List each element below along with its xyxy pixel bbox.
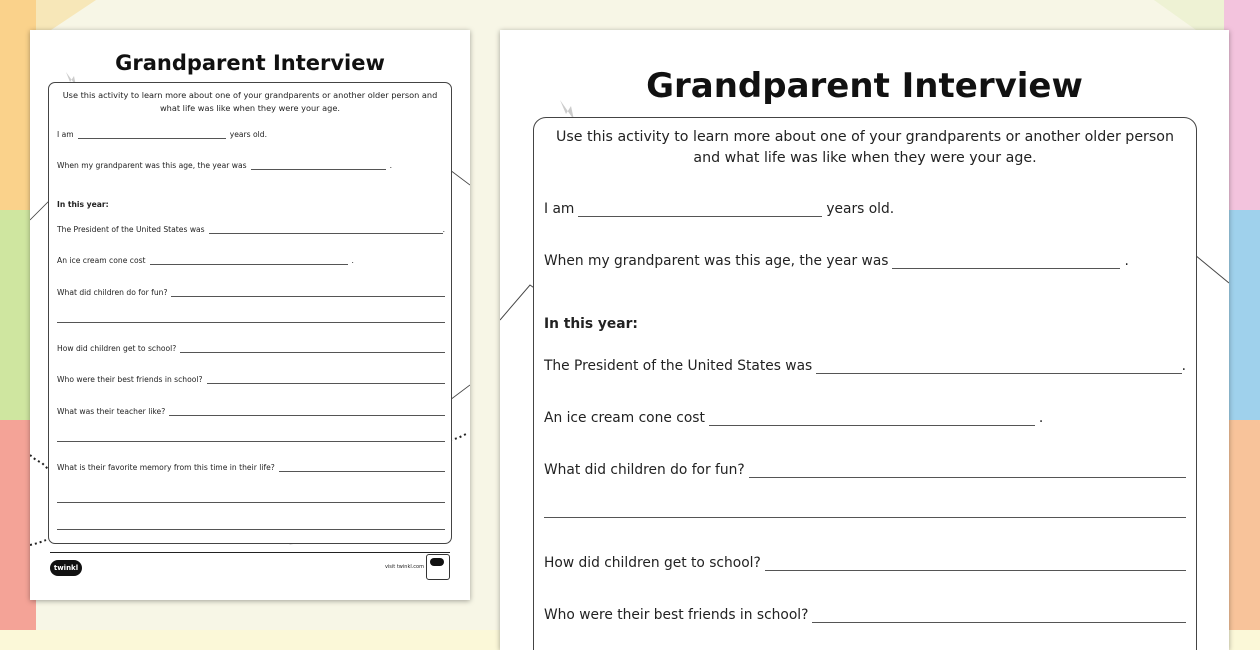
school-prompt: How did children get to school? bbox=[544, 555, 761, 571]
memory-question bbox=[57, 463, 445, 472]
footer-divider bbox=[50, 552, 450, 553]
worksheet-large bbox=[500, 30, 1229, 650]
year-prompt: When my grandparent was this age, the year was bbox=[544, 253, 889, 269]
answer-line[interactable] bbox=[812, 610, 1186, 623]
age-suffix: years old. bbox=[229, 130, 268, 139]
answer-line[interactable] bbox=[180, 345, 445, 353]
age-prefix: I am bbox=[57, 130, 74, 139]
answer-line[interactable] bbox=[816, 361, 1181, 374]
answer-line[interactable] bbox=[765, 558, 1186, 571]
answer-line[interactable] bbox=[279, 464, 445, 472]
punctuation: . bbox=[1124, 253, 1129, 269]
fun-question bbox=[544, 462, 1186, 478]
badge-icon bbox=[426, 554, 450, 580]
answer-line[interactable] bbox=[709, 413, 1035, 426]
punctuation: . bbox=[389, 161, 393, 170]
teacher-prompt: What was their teacher like? bbox=[57, 407, 166, 416]
answer-line[interactable] bbox=[57, 529, 445, 530]
fun-question bbox=[57, 288, 445, 297]
school-question bbox=[544, 555, 1186, 571]
background-strip-blue bbox=[1224, 210, 1260, 420]
memory-prompt: What is their favorite memory from this time in their life? bbox=[57, 463, 275, 472]
section-heading bbox=[57, 200, 445, 209]
answer-line[interactable] bbox=[892, 256, 1120, 269]
school-prompt: How did children get to school? bbox=[57, 344, 177, 353]
background-strip-pink bbox=[1224, 0, 1260, 210]
punctuation: . bbox=[442, 225, 445, 234]
section-heading bbox=[544, 316, 1186, 332]
fun-prompt: What did children do for fun? bbox=[544, 462, 745, 478]
icecream-prompt: An ice cream cone cost bbox=[544, 410, 705, 426]
section-heading-text: In this year: bbox=[544, 316, 638, 332]
answer-line[interactable] bbox=[169, 408, 445, 416]
twinkl-logo: twinkl bbox=[50, 560, 82, 576]
background-strip-peach bbox=[1224, 420, 1260, 630]
friends-prompt: Who were their best friends in school? bbox=[57, 375, 203, 384]
age-suffix: years old. bbox=[826, 201, 895, 217]
punctuation: . bbox=[1181, 358, 1186, 374]
year-question bbox=[57, 161, 392, 170]
friends-question bbox=[57, 375, 445, 384]
answer-line[interactable] bbox=[171, 289, 445, 297]
answer-line[interactable] bbox=[207, 376, 445, 384]
president-prompt: The President of the United States was bbox=[57, 225, 205, 234]
icecream-question bbox=[57, 256, 354, 265]
answer-line[interactable] bbox=[749, 465, 1186, 478]
friends-question bbox=[544, 607, 1186, 623]
answer-line[interactable] bbox=[578, 204, 822, 217]
punctuation: . bbox=[1038, 410, 1044, 426]
answer-line[interactable] bbox=[209, 226, 443, 234]
age-question bbox=[544, 201, 894, 217]
year-question bbox=[544, 253, 1129, 269]
icecream-prompt: An ice cream cone cost bbox=[57, 256, 146, 265]
fun-prompt: What did children do for fun? bbox=[57, 288, 168, 297]
school-question bbox=[57, 344, 445, 353]
answer-line[interactable] bbox=[150, 257, 348, 265]
answer-line[interactable] bbox=[544, 517, 1186, 518]
president-question bbox=[544, 358, 1186, 374]
worksheet-thumbnail bbox=[30, 30, 470, 600]
friends-prompt: Who were their best friends in school? bbox=[544, 607, 809, 623]
answer-line[interactable] bbox=[57, 441, 445, 442]
intro-text: Use this activity to learn more about one of your grandparents or another older person and what life was like when they were your age. bbox=[556, 129, 1174, 166]
page-title: Grandparent Interview bbox=[115, 51, 385, 75]
teacher-question bbox=[57, 407, 445, 416]
president-prompt: The President of the United States was bbox=[544, 358, 813, 374]
worksheet-frame bbox=[533, 117, 1197, 650]
year-prompt: When my grandparent was this age, the year was bbox=[57, 161, 247, 170]
age-question bbox=[57, 130, 267, 139]
section-heading-text: In this year: bbox=[57, 200, 109, 209]
icecream-question bbox=[544, 410, 1043, 426]
answer-line[interactable] bbox=[57, 322, 445, 323]
president-question bbox=[57, 225, 445, 234]
worksheet-frame bbox=[48, 82, 452, 544]
intro-text: Use this activity to learn more about one of your grandparents or another older person and what life was like when they were your age. bbox=[62, 90, 438, 113]
page-title: Grandparent Interview bbox=[646, 66, 1083, 106]
visit-link[interactable]: visit twinkl.com bbox=[384, 564, 424, 570]
age-prefix: I am bbox=[544, 201, 575, 217]
answer-line[interactable] bbox=[251, 162, 386, 170]
answer-line[interactable] bbox=[78, 131, 226, 139]
answer-line[interactable] bbox=[57, 502, 445, 503]
punctuation: . bbox=[351, 256, 354, 265]
